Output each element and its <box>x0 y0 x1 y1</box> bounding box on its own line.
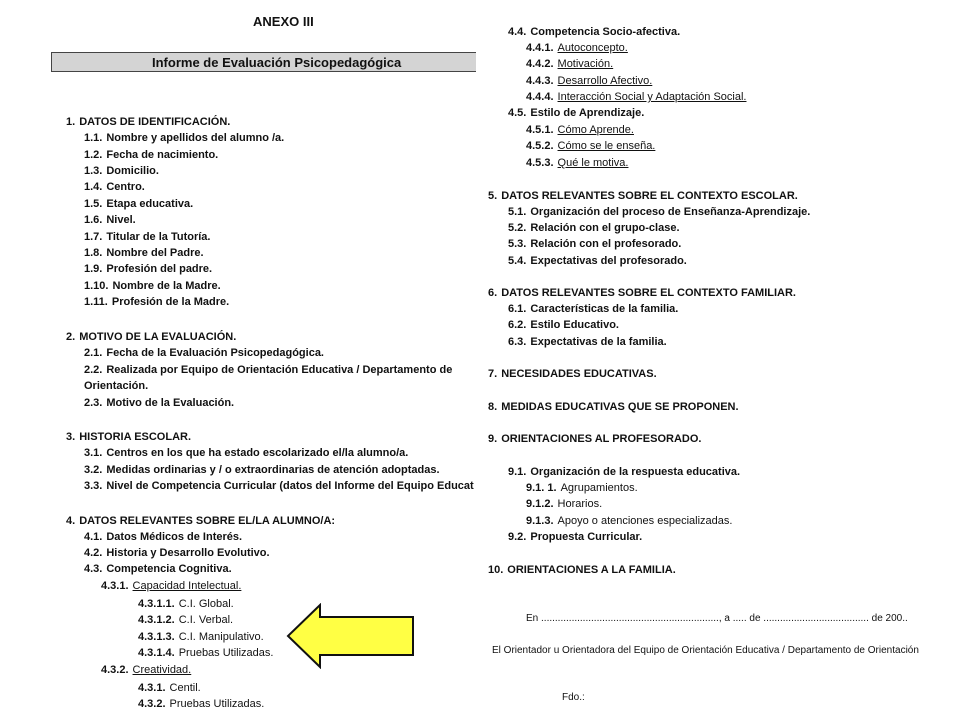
outline-number: 9.1.3. <box>526 515 554 527</box>
outline-number: 6.3. <box>508 336 527 348</box>
outline-number: 4.4. <box>508 26 527 38</box>
outline-item <box>84 530 242 544</box>
outline-number: 8. <box>488 401 498 413</box>
outline-item <box>84 197 193 211</box>
outline-number: 3.2. <box>84 464 103 476</box>
outline-number: 4.5. <box>508 107 527 119</box>
outline-item <box>508 205 810 219</box>
outline-text: C.I. Verbal. <box>178 614 234 626</box>
outline-text: C.I. Global. <box>178 598 234 610</box>
outline-item <box>84 379 148 393</box>
outline-item <box>526 41 628 55</box>
outline-item <box>526 139 655 153</box>
outline-text: Expectativas de la familia. <box>530 336 667 348</box>
outline-text: Fecha de nacimiento. <box>106 149 219 161</box>
outline-number: 1.3. <box>84 165 103 177</box>
outline-text: DATOS DE IDENTIFICACIÓN. <box>79 116 231 128</box>
outline-number: 6.2. <box>508 319 527 331</box>
outline-number: 7. <box>488 368 498 380</box>
outline-number: 1.5. <box>84 198 103 210</box>
outline-number: 1. <box>66 116 76 128</box>
outline-text: NECESIDADES EDUCATIVAS. <box>501 368 657 380</box>
outline-text: DATOS RELEVANTES SOBRE EL CONTEXTO FAMILIAR. <box>501 287 796 299</box>
outline-text: Centro. <box>106 181 145 193</box>
annex-heading: ANEXO III <box>253 14 314 29</box>
outline-text: Nombre y apellidos del alumno /a. <box>106 132 285 144</box>
outline-item <box>84 279 221 293</box>
outline-item <box>488 189 798 203</box>
outline-text: Centros en los que ha estado escolarizado el/la alumno/a. <box>106 447 409 459</box>
left-page <box>0 0 476 720</box>
outline-item <box>84 463 440 477</box>
outline-text: Motivo de la Evaluación. <box>106 397 235 409</box>
outline-number: 1.6. <box>84 214 103 226</box>
outline-text: Propuesta Curricular. <box>530 531 643 543</box>
outline-text: Nombre de la Madre. <box>112 280 221 292</box>
outline-item <box>66 514 335 528</box>
outline-number: 4.4.3. <box>526 75 554 87</box>
outline-number: 4.3. <box>84 563 103 575</box>
outline-number: 4.3.1.1. <box>138 598 175 610</box>
outline-text: MEDIDAS EDUCATIVAS QUE SE PROPONEN. <box>501 401 739 413</box>
outline-text: Características de la familia. <box>530 303 679 315</box>
outline-text: Historia y Desarrollo Evolutivo. <box>106 547 270 559</box>
outline-text: Desarrollo Afectivo. <box>557 75 653 87</box>
outline-item <box>488 432 701 446</box>
outline-item <box>84 546 270 560</box>
outline-item <box>138 697 264 711</box>
outline-number: 1.1. <box>84 132 103 144</box>
outline-text: ORIENTACIONES AL PROFESORADO. <box>501 433 702 445</box>
outline-text: Apoyo o atenciones especializadas. <box>557 515 733 527</box>
outline-item <box>101 579 241 593</box>
outline-text: Fecha de la Evaluación Psicopedagógica. <box>106 347 324 359</box>
outline-item <box>508 302 678 316</box>
outline-item <box>508 335 667 349</box>
outline-item <box>526 156 628 170</box>
outline-item <box>84 363 452 377</box>
outline-text: Profesión del padre. <box>106 263 213 275</box>
outline-item <box>84 180 145 194</box>
outline-item <box>508 530 642 544</box>
outline-item <box>488 286 796 300</box>
outline-number: 2. <box>66 331 76 343</box>
outline-number: 9.1. <box>508 466 527 478</box>
outline-item <box>138 630 264 644</box>
outline-number: 1.4. <box>84 181 103 193</box>
outline-item <box>508 25 680 39</box>
outline-number: 2.3. <box>84 397 103 409</box>
outline-item <box>526 481 638 495</box>
outline-number: 2.2. <box>84 364 103 376</box>
outline-item <box>66 430 191 444</box>
outline-number: 10. <box>488 564 504 576</box>
document-title: Informe de Evaluación Psicopedagógica <box>152 55 402 70</box>
outline-item <box>526 74 652 88</box>
outline-item <box>508 465 740 479</box>
outline-text: Agrupamientos. <box>560 482 638 494</box>
outline-item <box>84 562 232 576</box>
outline-item <box>526 497 602 511</box>
outline-item <box>66 330 236 344</box>
outline-number: 4.1. <box>84 531 103 543</box>
outline-number: 9.1. 1. <box>526 482 557 494</box>
outline-number: 6. <box>488 287 498 299</box>
outline-item <box>138 613 233 627</box>
outline-number: 3. <box>66 431 76 443</box>
outline-number: 1.7. <box>84 231 103 243</box>
outline-item <box>84 131 284 145</box>
outline-text: Titular de la Tutoría. <box>106 231 211 243</box>
outline-item <box>508 254 687 268</box>
outline-text: Competencia Socio-afectiva. <box>530 26 681 38</box>
outline-text: DATOS RELEVANTES SOBRE EL CONTEXTO ESCOLAR. <box>501 190 798 202</box>
outline-number: 1.10. <box>84 280 109 292</box>
outline-text: Cómo se le enseña. <box>557 140 656 152</box>
outline-number: 4.3.2. <box>138 698 166 710</box>
outline-number: 1.9. <box>84 263 103 275</box>
outline-text: Estilo de Aprendizaje. <box>530 107 645 119</box>
outline-text: Qué le motiva. <box>557 157 629 169</box>
outline-number: 4.4.1. <box>526 42 554 54</box>
outline-item <box>526 57 613 71</box>
outline-number: 4.4.4. <box>526 91 554 103</box>
outline-number: 4.5.2. <box>526 140 554 152</box>
outline-item <box>508 318 619 332</box>
outline-text: Pruebas Utilizadas. <box>169 698 265 710</box>
outline-text: Realizada por Equipo de Orientación Educativa / Departamento de <box>106 364 453 376</box>
outline-item <box>84 148 218 162</box>
outline-number: 5.2. <box>508 222 527 234</box>
outline-item <box>508 237 681 251</box>
left-arrow-icon <box>286 603 416 669</box>
outline-number: 2.1. <box>84 347 103 359</box>
outline-text: DATOS RELEVANTES SOBRE EL/LA ALUMNO/A: <box>79 515 336 527</box>
outline-number: 4.3.1.4. <box>138 647 175 659</box>
outline-item <box>84 346 324 360</box>
outline-item <box>101 663 191 677</box>
outline-text: HISTORIA ESCOLAR. <box>79 431 192 443</box>
outline-number: 4.5.1. <box>526 124 554 136</box>
outline-item <box>84 262 212 276</box>
outline-text: Nivel. <box>106 214 136 226</box>
signature-label: Fdo.: <box>562 692 585 703</box>
outline-item <box>84 479 474 493</box>
outline-item <box>508 106 644 120</box>
outline-text: Nivel de Competencia Curricular (datos del Informe del Equipo Educat <box>106 480 474 492</box>
outline-text: Motivación. <box>557 58 614 70</box>
outline-text: Interacción Social y Adaptación Social. <box>557 91 747 103</box>
outline-number: 5. <box>488 190 498 202</box>
outline-number: 1.2. <box>84 149 103 161</box>
outline-text: MOTIVO DE LA EVALUACIÓN. <box>79 331 237 343</box>
outline-text: Horarios. <box>557 498 603 510</box>
outline-item <box>84 446 408 460</box>
outline-text: Cómo Aprende. <box>557 124 634 136</box>
title-banner <box>51 52 476 72</box>
outline-text: Medidas ordinarias y / o extraordinarias de atención adoptadas. <box>106 464 440 476</box>
outline-text: ORIENTACIONES A LA FAMILIA. <box>507 564 676 576</box>
outline-item <box>84 396 234 410</box>
outline-item <box>138 646 273 660</box>
outline-item <box>488 367 657 381</box>
outline-text: Pruebas Utilizadas. <box>178 647 274 659</box>
outline-number: 4.3.1. <box>101 580 129 592</box>
outline-text: Relación con el grupo-clase. <box>530 222 680 234</box>
outline-number: 4.3.1.3. <box>138 631 175 643</box>
outline-text: Organización del proceso de Enseñanza-Aprendizaje. <box>530 206 811 218</box>
outline-text: Organización de la respuesta educativa. <box>530 466 741 478</box>
outline-item <box>84 164 159 178</box>
outline-item <box>488 563 676 577</box>
outline-number: 5.1. <box>508 206 527 218</box>
outline-number: 6.1. <box>508 303 527 315</box>
right-page <box>478 0 960 720</box>
outline-item <box>138 597 234 611</box>
outline-number: 9.2. <box>508 531 527 543</box>
outline-item <box>84 246 204 260</box>
outline-text: Profesión de la Madre. <box>111 296 230 308</box>
outline-item <box>526 90 746 104</box>
outline-text: Etapa educativa. <box>106 198 194 210</box>
outline-item <box>488 400 739 414</box>
outline-text: Expectativas del profesorado. <box>530 255 687 267</box>
outline-number: 4.3.1.2. <box>138 614 175 626</box>
outline-number: 4.3.2. <box>101 664 129 676</box>
outline-item <box>526 123 634 137</box>
outline-number: 3.3. <box>84 480 103 492</box>
place-date-line: En ................................................................, a ..... de ...................................... de 200.. <box>526 613 908 624</box>
outline-text: Creatividad. <box>132 664 192 676</box>
outline-text: Domicilio. <box>106 165 159 177</box>
outline-number: 9.1.2. <box>526 498 554 510</box>
outline-number: 9. <box>488 433 498 445</box>
outline-number: 1.8. <box>84 247 103 259</box>
outline-item <box>66 115 230 129</box>
outline-number: 5.4. <box>508 255 527 267</box>
outline-text: Nombre del Padre. <box>106 247 204 259</box>
outline-text: Datos Médicos de Interés. <box>106 531 243 543</box>
outline-text: Centil. <box>169 682 201 694</box>
outline-item <box>508 221 680 235</box>
outline-text: Autoconcepto. <box>557 42 628 54</box>
outline-item <box>84 213 136 227</box>
outline-text: Orientación. <box>84 380 149 392</box>
outline-number: 1.11. <box>84 296 108 308</box>
outline-item <box>526 514 732 528</box>
outline-item <box>138 681 201 695</box>
outline-number: 4. <box>66 515 76 527</box>
outline-number: 4.4.2. <box>526 58 554 70</box>
outline-text: Capacidad Intelectual. <box>132 580 242 592</box>
outline-text: C.I. Manipulativo. <box>178 631 264 643</box>
outline-number: 4.2. <box>84 547 103 559</box>
outline-text: Competencia Cognitiva. <box>106 563 232 575</box>
outline-text: Estilo Educativo. <box>530 319 619 331</box>
outline-number: 4.3.1. <box>138 682 166 694</box>
outline-number: 5.3. <box>508 238 527 250</box>
outline-number: 3.1. <box>84 447 103 459</box>
signer-line: El Orientador u Orientadora del Equipo de Orientación Educativa / Departamento de Orientación <box>492 645 919 656</box>
outline-item <box>84 230 210 244</box>
outline-number: 4.5.3. <box>526 157 554 169</box>
outline-text: Relación con el profesorado. <box>530 238 682 250</box>
outline-item <box>84 295 229 309</box>
